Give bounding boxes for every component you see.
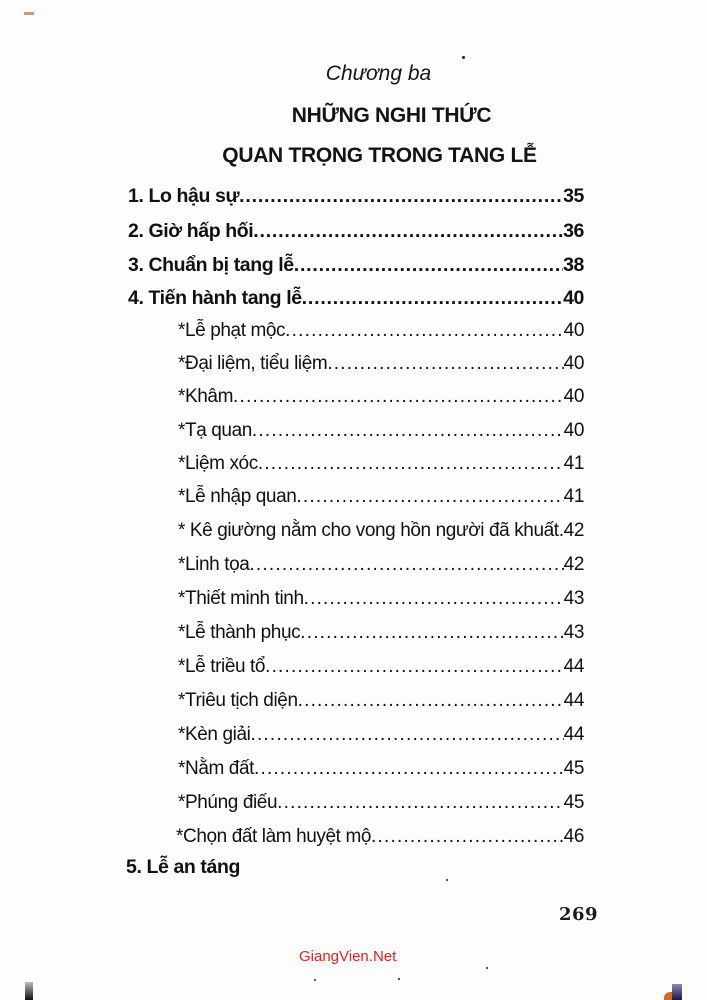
- toc-entry-page: 36: [563, 220, 584, 242]
- toc-subentry: [178, 651, 584, 683]
- toc-entry-page: 40: [563, 353, 584, 374]
- toc-entry-title: *Nằm đất: [178, 758, 255, 779]
- scan-edge-artifact: [672, 984, 682, 1000]
- chapter-label: Chương ba: [325, 62, 432, 85]
- scan-edge-artifact: [25, 982, 33, 1000]
- toc-subentry: [178, 415, 584, 447]
- scan-edge-artifact: [664, 992, 672, 1000]
- ink-speck: [398, 978, 400, 980]
- dot-leader: [265, 651, 564, 683]
- toc-entry-title: 5. Lễ an táng: [126, 856, 240, 878]
- toc-entry: [128, 282, 584, 314]
- toc-entry-title: *Lễ thành phục: [178, 622, 301, 643]
- toc-entry-title: *Kèn giải: [178, 724, 251, 745]
- toc-entry-title: *Linh tọa: [178, 554, 250, 575]
- dot-leader: [296, 481, 563, 513]
- toc-entry-page: 45: [563, 792, 584, 813]
- dot-leader: [253, 215, 563, 247]
- toc-subentry: [178, 515, 584, 547]
- dot-leader: [254, 753, 564, 785]
- toc-entry-title: * Kê giường nằm cho vong hồn người đã khuất: [178, 520, 559, 541]
- chapter-title-line-2: QUAN TRỌNG TRONG TANG LỄ: [222, 144, 537, 167]
- toc-subentry: [178, 583, 584, 615]
- toc-entry-title: *Thiết minh tinh: [178, 588, 304, 609]
- toc-subentry: [176, 821, 584, 853]
- toc-entry-page: 42: [563, 554, 584, 575]
- toc-entry-page: 45: [563, 758, 584, 779]
- toc-entry: [128, 215, 584, 247]
- toc-entry-page: 44: [563, 724, 584, 745]
- toc-entry-title: 2. Giờ hấp hối: [128, 220, 254, 242]
- toc-entry-title: 4. Tiến hành tang lễ: [128, 287, 302, 309]
- toc-subentry: [178, 753, 584, 785]
- toc-subentry: [178, 787, 584, 819]
- chapter-title-line-1: NHỮNG NGHI THỨC: [291, 104, 492, 127]
- toc-entry-title: 3. Chuẩn bị tang lễ: [128, 254, 294, 276]
- dot-leader: [298, 685, 564, 717]
- dot-leader: [300, 617, 563, 649]
- toc-subentry: [178, 481, 584, 513]
- dot-leader: [250, 719, 563, 751]
- dot-leader: [294, 249, 563, 281]
- toc-subentry: [178, 617, 584, 649]
- toc-entry-title: *Lễ triều tổ: [178, 656, 266, 677]
- dot-leader: [258, 448, 564, 480]
- dot-leader: [249, 549, 563, 581]
- dot-leader: [233, 381, 564, 413]
- toc-entry-page: 43: [563, 588, 584, 609]
- toc-entry-title: *Chọn đất làm huyệt mộ: [176, 826, 372, 847]
- toc-entry-title: *Liệm xóc: [178, 453, 258, 474]
- dot-leader: [252, 415, 564, 447]
- dot-leader: [285, 315, 563, 347]
- page-number: 269: [559, 904, 599, 925]
- toc-entry-page: 44: [563, 656, 584, 677]
- toc-entry-page: 43: [563, 622, 584, 643]
- toc-entry-title: *Khâm: [178, 386, 234, 407]
- toc-entry-title: *Lễ nhập quan: [178, 486, 297, 507]
- toc-entry-title: *Tạ quan: [178, 420, 252, 441]
- dot-leader: [371, 821, 564, 853]
- toc-subentry: [178, 549, 584, 581]
- toc-subentry: [178, 719, 584, 751]
- toc-entry-page: 41: [563, 453, 584, 474]
- toc-entry-title: *Lễ phạt mộc: [178, 320, 286, 341]
- toc-entry-page: 35: [563, 185, 584, 207]
- toc-entry-title: 1. Lo hậu sự: [128, 185, 240, 207]
- toc-entry: [126, 851, 240, 883]
- toc-subentry: [178, 381, 584, 413]
- toc-entry-title: *Đại liệm, tiểu liệm: [178, 353, 328, 374]
- dot-leader: [302, 282, 563, 314]
- toc-entry-page: 40: [563, 386, 584, 407]
- dot-leader: [239, 180, 563, 212]
- ink-speck: [486, 967, 488, 969]
- toc-entry-page: 40: [563, 420, 584, 441]
- watermark-text: GiangVien.Net: [299, 948, 397, 965]
- toc-subentry: [178, 448, 584, 480]
- toc-entry-page: 42: [563, 520, 584, 541]
- toc-subentry: [178, 685, 584, 717]
- dot-leader: [327, 348, 563, 380]
- toc-entry-title: *Triêu tịch diện: [178, 690, 298, 711]
- toc-entry: [128, 249, 584, 281]
- toc-entry: [128, 180, 584, 212]
- dot-leader: [304, 583, 564, 615]
- toc-entry-title: *Phúng điếu: [178, 792, 278, 813]
- toc-entry-page: 41: [563, 486, 584, 507]
- dot-leader: [277, 787, 564, 819]
- toc-entry-page: 40: [563, 320, 584, 341]
- toc-entry-page: 46: [563, 826, 584, 847]
- toc-entry-page: 40: [563, 287, 584, 309]
- ink-speck: [446, 879, 448, 881]
- toc-subentry: [178, 348, 584, 380]
- ink-speck: [314, 979, 316, 981]
- toc-subentry: [178, 315, 584, 347]
- toc-entry-page: 38: [563, 254, 584, 276]
- toc-entry-page: 44: [563, 690, 584, 711]
